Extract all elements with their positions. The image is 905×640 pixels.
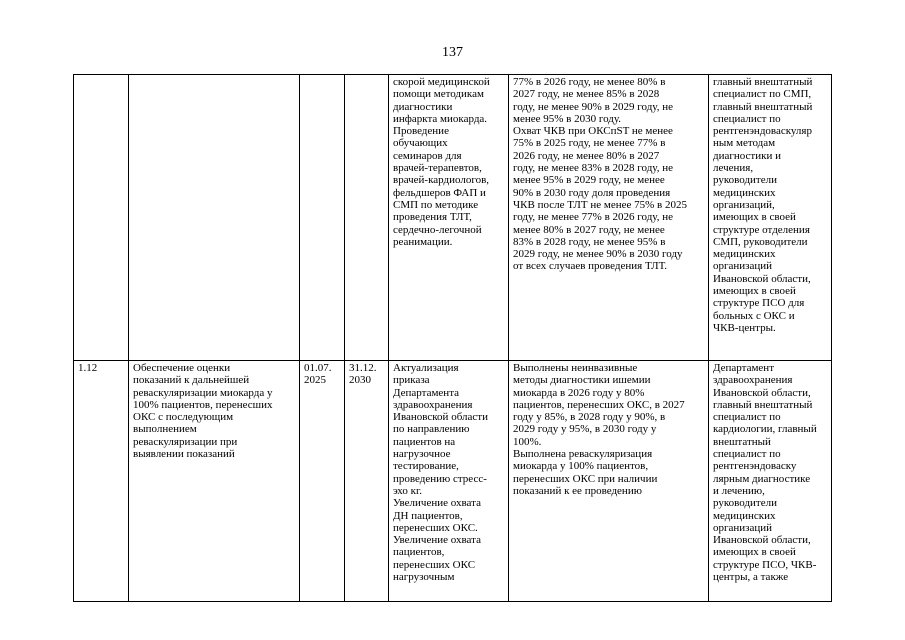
start-date-cell: 01.07. 2025 [300,361,345,602]
end-date-cell: 31.12. 2030 [345,361,389,602]
results-cell: Выполнены неинвазивные методы диагностики ишемии миокарда в 2026 году у 80% пациентов, перенесших ОКС, в 2027 году у 85%, в 2028 году у 90%, в 2029 году у 95%, в 2030 году у 100%. Выполнена реваскуляризация миокарда у 100% пациентов, перенесших ОКС при наличии показаний к ее проведению [509,361,709,602]
plan-table [73,74,832,602]
results-cell: 77% в 2026 году, не менее 80% в 2027 году, не менее 85% в 2028 году, не менее 90% в 2029 году, не менее 95% в 2030 году. Охват ЧКВ при ОКСпST не менее 75% в 2025 году, не менее 77% в 2026 году, не менее 80% в 2027 году, не менее 83% в 2028 году, не менее 95% в 2029 году, не менее 90% в 2030 году доля проведения ЧКВ после ТЛТ не менее 75% в 2025 году, не менее 77% в 2026 году, не менее 80% в 2027 году, не менее 83% в 2028 году, не менее 95% в 2029 году, не менее 90% в 2030 году от всех случаев проведения ТЛТ. [509,75,709,361]
actions-cell: скорой медицинской помощи методикам диагностики инфаркта миокарда. Проведение обучающих семинаров для врачей-терапевтов, врачей-кардиологов, фельдшеров ФАП и СМП по методике проведения ТЛТ, сердечно-легочной реанимации. [389,75,509,361]
table-row [74,361,832,602]
task-cell: Обеспечение оценки показаний к дальнейшей реваскуляризации миокарда у 100% пациентов, перенесших ОКС с последующим выполнением реваскуляризации при выявлении показаний [129,361,300,602]
actions-cell: Актуализация приказа Департамента здравоохранения Ивановской области по направлению пациентов на нагрузочное тестирование, проведению стресс- эхо кг. Увеличение охвата ДН пациентов, перенесших ОКС. Увеличение охвата пациентов, перенесших ОКС нагрузочным [389,361,509,602]
responsible-cell: главный внештатный специалист по СМП, главный внештатный специалист по рентгенэндоваскуляр ным методам диагностики и лечения, руководители медицинских организаций, имеющих в своей структуре отделения СМП, руководители медицинских организаций Ивановской области, имеющих в своей структуре ПСО для больных с ОКС и ЧКВ-центры. [709,75,832,361]
start-date-cell [300,75,345,361]
end-date-cell [345,75,389,361]
task-cell [129,75,300,361]
row-number [74,75,129,361]
page-number: 137 [442,45,463,60]
row-number: 1.12 [74,361,129,602]
responsible-cell: Департамент здравоохранения Ивановской области, главный внештатный специалист по кардиологии, главный внештатный специалист по рентгенэндоваску лярным диагностике и лечению, руководители медицинских организаций Ивановской области, имеющих в своей структуре ПСО, ЧКВ- центры, а также [709,361,832,602]
table-row [74,75,832,361]
